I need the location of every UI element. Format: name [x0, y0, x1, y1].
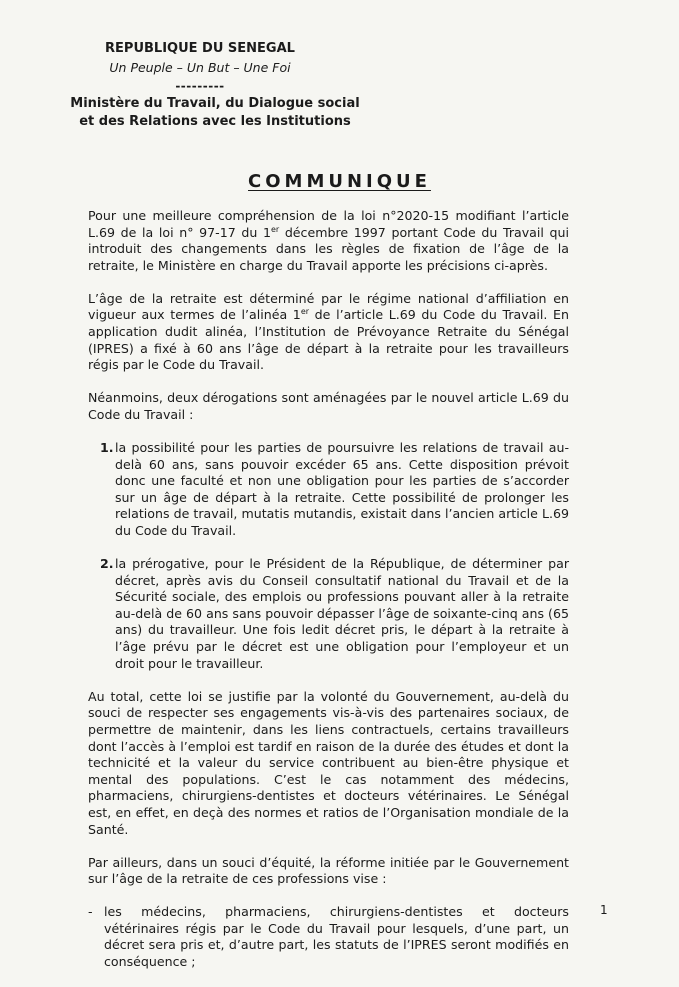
paragraph-derogations: Néanmoins, deux dérogations sont aménagées par le nouvel article L.69 du Code du Travail : — [88, 390, 569, 422]
document-title — [0, 171, 679, 192]
item-text: la possibilité pour les parties de poursuivre les relations de travail au-delà 60 ans, sans pouvoir excéder 65 ans. Cette disposition prévoit donc une faculté et non une obligation pour les parties de s’accorder sur un âge de départ à la retraite. Cette possibilité de prolonger les relations de travail, mutatis mutandis, existait dans l’ancien article L.69 du Code du Travail. — [115, 440, 569, 538]
item-number: 2. — [100, 556, 114, 572]
document-body — [88, 208, 569, 987]
text: L’âge de la retraite est déterminé par le régime national d’affiliation en vigueur aux termes de l’alinéa 1 — [88, 290, 569, 323]
item-number: 1. — [100, 440, 114, 456]
paragraph-justification: Au total, cette loi se justifie par la volonté du Gouvernement, au-delà du souci de respecter ses engagements vis-à-vis des partenaires sociaux, de permettre de maintenir, dans les liens contractuels, certains travailleurs dont l’accès à l’emploi est tardif en raison de la durée des études et dont la technicité et la valeur du service contribuent au bien-être physique et mental des populations. C’est le cas notamment des médecins, pharmaciens, chirurgiens-dentistes et docteurs vétérinaires. Le Sénégal est, en effet, en deçà des normes et ratios de l’Organisation mondiale de la Santé. — [88, 688, 569, 837]
paragraph-reform: Par ailleurs, dans un souci d’équité, la réforme initiée par le Gouvernement sur l’âge de la retraite de ces professions vise : — [88, 854, 569, 887]
paragraph-retirement-age — [88, 291, 569, 374]
text: décembre 1997 portant Code du Travail qui introduit des changements dans les règles de fixation de l’âge de la retraite, le Ministère en charge du Travail apporte les précisions ci-après. — [88, 224, 569, 273]
numbered-item — [100, 556, 569, 672]
paragraph-intro — [88, 208, 569, 274]
numbered-item — [100, 440, 569, 540]
bullet-text: les médecins, pharmaciens, chirurgiens-dentistes et docteurs vétérinaires régis par le Code du Travail pour lesquels, d’une part, un décret sera pris et, d’autre part, les statuts de l’IPRES seront modifiés en conséquence ; — [104, 904, 569, 970]
item-text: la prérogative, pour le Président de la République, de déterminer par décret, après avis du Conseil consultatif national du Travail et de la Sécurité sociale, des emplois ou professions pouvant aller à la retraite au-delà de 60 ans sans pouvoir dépasser l’âge de soixante-cinq ans (65 ans) du travailleur. Une fois ledit décret pris, le départ à la retraite à l’âge prévu par le décret est une obligation pour l’employeur et un droit pour le travailleur. — [115, 556, 569, 671]
text: Pour une meilleure compréhension de la loi n°2020-15 modifiant l’article L.69 de la loi n° 97-17 du 1 — [88, 208, 569, 240]
bullet-item — [88, 904, 569, 970]
page-number: 1 — [600, 903, 608, 917]
separator: --------- — [175, 79, 225, 93]
letterhead — [70, 39, 360, 131]
superscript: er — [270, 224, 280, 234]
ministry-name-line1: Ministère du Travail, du Dialogue social — [70, 96, 360, 111]
title-text: COMMUNIQUE — [248, 171, 431, 192]
ministry-name-line2: et des Relations avec les Institutions — [79, 114, 351, 129]
country-name: REPUBLIQUE DU SENEGAL — [105, 41, 295, 56]
bullet-mark: - — [88, 904, 93, 920]
superscript: er — [300, 307, 310, 317]
national-motto: Un Peuple – Un But – Une Foi — [109, 60, 291, 75]
text: de l’article L.69 du Code du Travail. En application dudit alinéa, l’Institution de Prévoyance Retraite du Sénégal (IPRES) a fixé à 60 ans l’âge de départ à la retraite pour les travailleurs régis par le Code du Travail. — [88, 307, 569, 373]
